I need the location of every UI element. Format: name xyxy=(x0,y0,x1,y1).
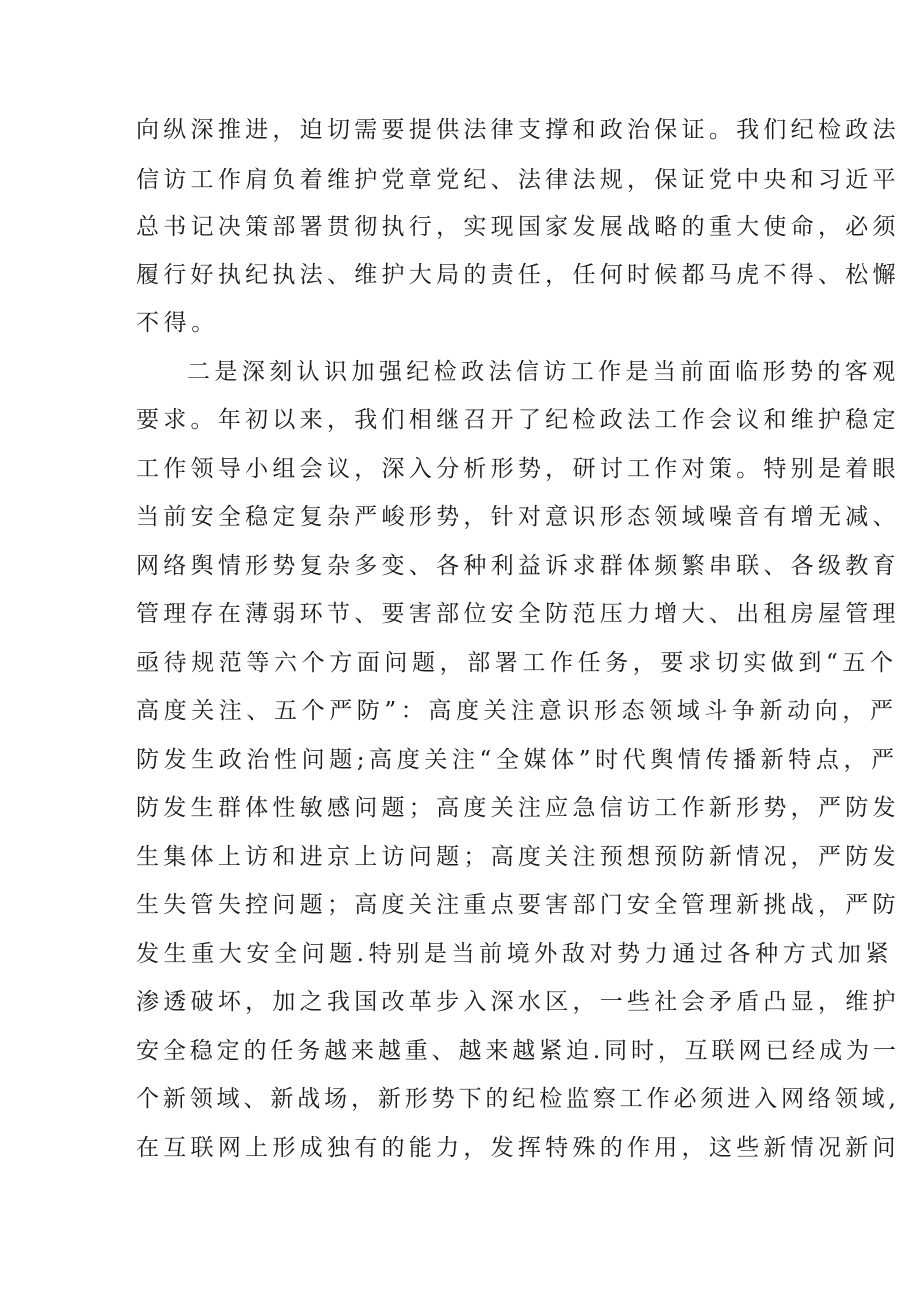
paragraph-line: 不得。 xyxy=(136,310,219,336)
paragraph-line: 工作领导小组会议，深入分析形势，研讨工作对策。特别是着眼 xyxy=(136,456,900,482)
paragraph-line: 网络舆情形势复杂多变、各种利益诉求群体频繁串联、各级教育 xyxy=(136,553,900,579)
paragraph-line: 信访工作肩负着维护党章党纪、法律法规，保证党中央和习近平 xyxy=(136,167,900,193)
paragraph-line: 在互联网上形成独有的能力，发挥特殊的作用，这些新情况新问 xyxy=(136,1135,900,1161)
paragraph-line: 生失管失控问题；高度关注重点要害部门安全管理新挑战，严防 xyxy=(136,892,900,918)
paragraph-line: 当前安全稳定复杂严峻形势，针对意识形态领域噪音有增无减、 xyxy=(136,504,900,530)
paragraph-line: 防发生群体性敏感问题；高度关注应急信访工作新形势，严防发 xyxy=(136,795,900,821)
paragraph-line: 履行好执纪执法、维护大局的责任，任何时候都马虎不得、松懈 xyxy=(136,262,900,288)
paragraph-line: 总书记决策部署贯彻执行，实现国家发展战略的重大使命，必须 xyxy=(136,214,900,240)
paragraph-line: 高度关注、五个严防”：高度关注意识形态领域斗争新动向，严 xyxy=(136,698,898,724)
paragraph-line: 向纵深推进，迫切需要提供法律支撑和政治保证。我们纪检政法 xyxy=(136,117,900,143)
paragraph-line: 防发生政治性问题;高度关注“全媒体”时代舆情传播新特点，严 xyxy=(136,747,899,773)
paragraph-line: 个新领域、新战场，新形势下的纪检监察工作必须进入网络领域, xyxy=(136,1086,900,1112)
paragraph-line: 生集体上访和进京上访问题；高度关注预想预防新情况，严防发 xyxy=(136,844,900,870)
paragraph-line: 二是深刻认识加强纪检政法信访工作是当前面临形势的客观 xyxy=(187,359,900,385)
paragraph-line: 安全稳定的任务越来越重、越来越紧迫.同时，互联网已经成为一 xyxy=(136,1038,900,1064)
paragraph-line: 发生重大安全问题.特别是当前境外敌对势力通过各种方式加紧 xyxy=(136,941,894,967)
paragraph-line: 渗透破坏，加之我国改革步入深水区，一些社会矛盾凸显，维护 xyxy=(136,989,900,1015)
paragraph-line: 要求。年初以来，我们相继召开了纪检政法工作会议和维护稳定 xyxy=(136,407,900,433)
paragraph-line: 亟待规范等六个方面问题，部署工作任务，要求切实做到“五个 xyxy=(136,650,898,676)
paragraph-line: 管理存在薄弱环节、要害部位安全防范压力增大、出租房屋管理 xyxy=(136,601,900,627)
